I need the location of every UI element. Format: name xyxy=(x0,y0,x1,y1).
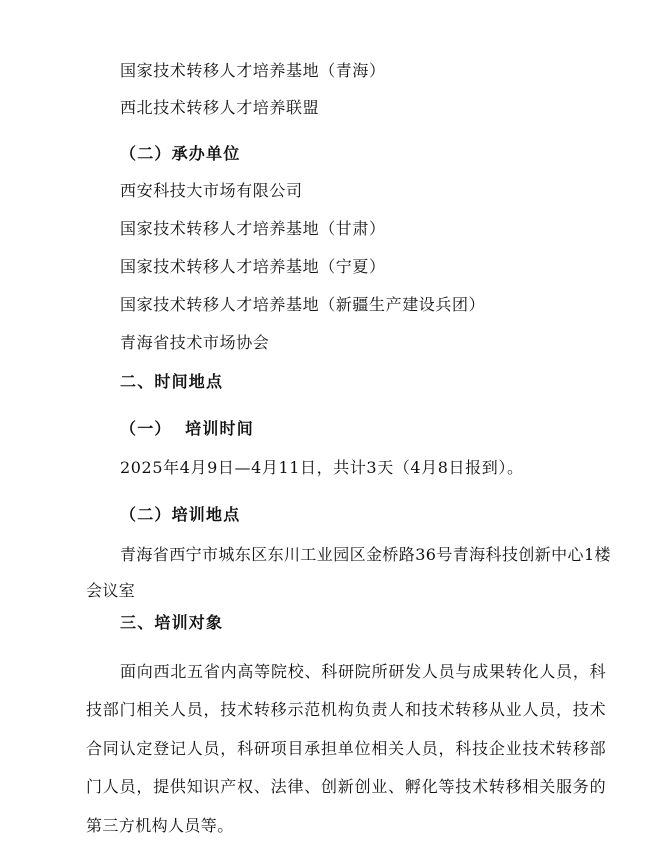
organizer-item: 国家技术转移人才培养基地（宁夏） xyxy=(120,257,386,276)
training-targets-text: 面向西北五省内高等院校、科研院所研发人员与成果转化人员，科技部门相关人员，技术转移示范机构负责人和技术转移从业人员，技术合同认定登记人员，科研项目承担单位相关人员，科技企业技术转移部门人员，提供知识产权、法律、创新创业、孵化等技术转移相关服务的第三方机构人员等。 xyxy=(86,662,606,835)
organizer-item: 国家技术转移人才培养基地（甘肃） xyxy=(120,219,386,238)
training-time-heading: （一） 培训时间 xyxy=(120,419,254,438)
text-line-northwest-alliance: 西北技术转移人才培养联盟 xyxy=(120,98,320,117)
training-place-heading: （二）培训地点 xyxy=(120,505,241,524)
text-line-qinghai-base: 国家技术转移人才培养基地（青海） xyxy=(120,61,386,80)
training-targets-heading: 三、培训对象 xyxy=(120,613,224,632)
training-place-text: 青海省西宁市城东区东川工业园区金桥路36号青海科技创新中心1楼会议室 xyxy=(86,545,611,600)
training-time-text: 2025年4月9日—4月11日，共计3天（4月8日报到）。 xyxy=(120,458,524,477)
organizer-item: 青海省技术市场协会 xyxy=(120,333,270,352)
organizer-item: 国家技术转移人才培养基地（新疆生产建设兵团） xyxy=(120,295,486,314)
time-place-heading: 二、时间地点 xyxy=(120,372,224,391)
organizers-heading: （二）承办单位 xyxy=(120,144,241,163)
organizer-item: 西安科技大市场有限公司 xyxy=(120,181,303,200)
